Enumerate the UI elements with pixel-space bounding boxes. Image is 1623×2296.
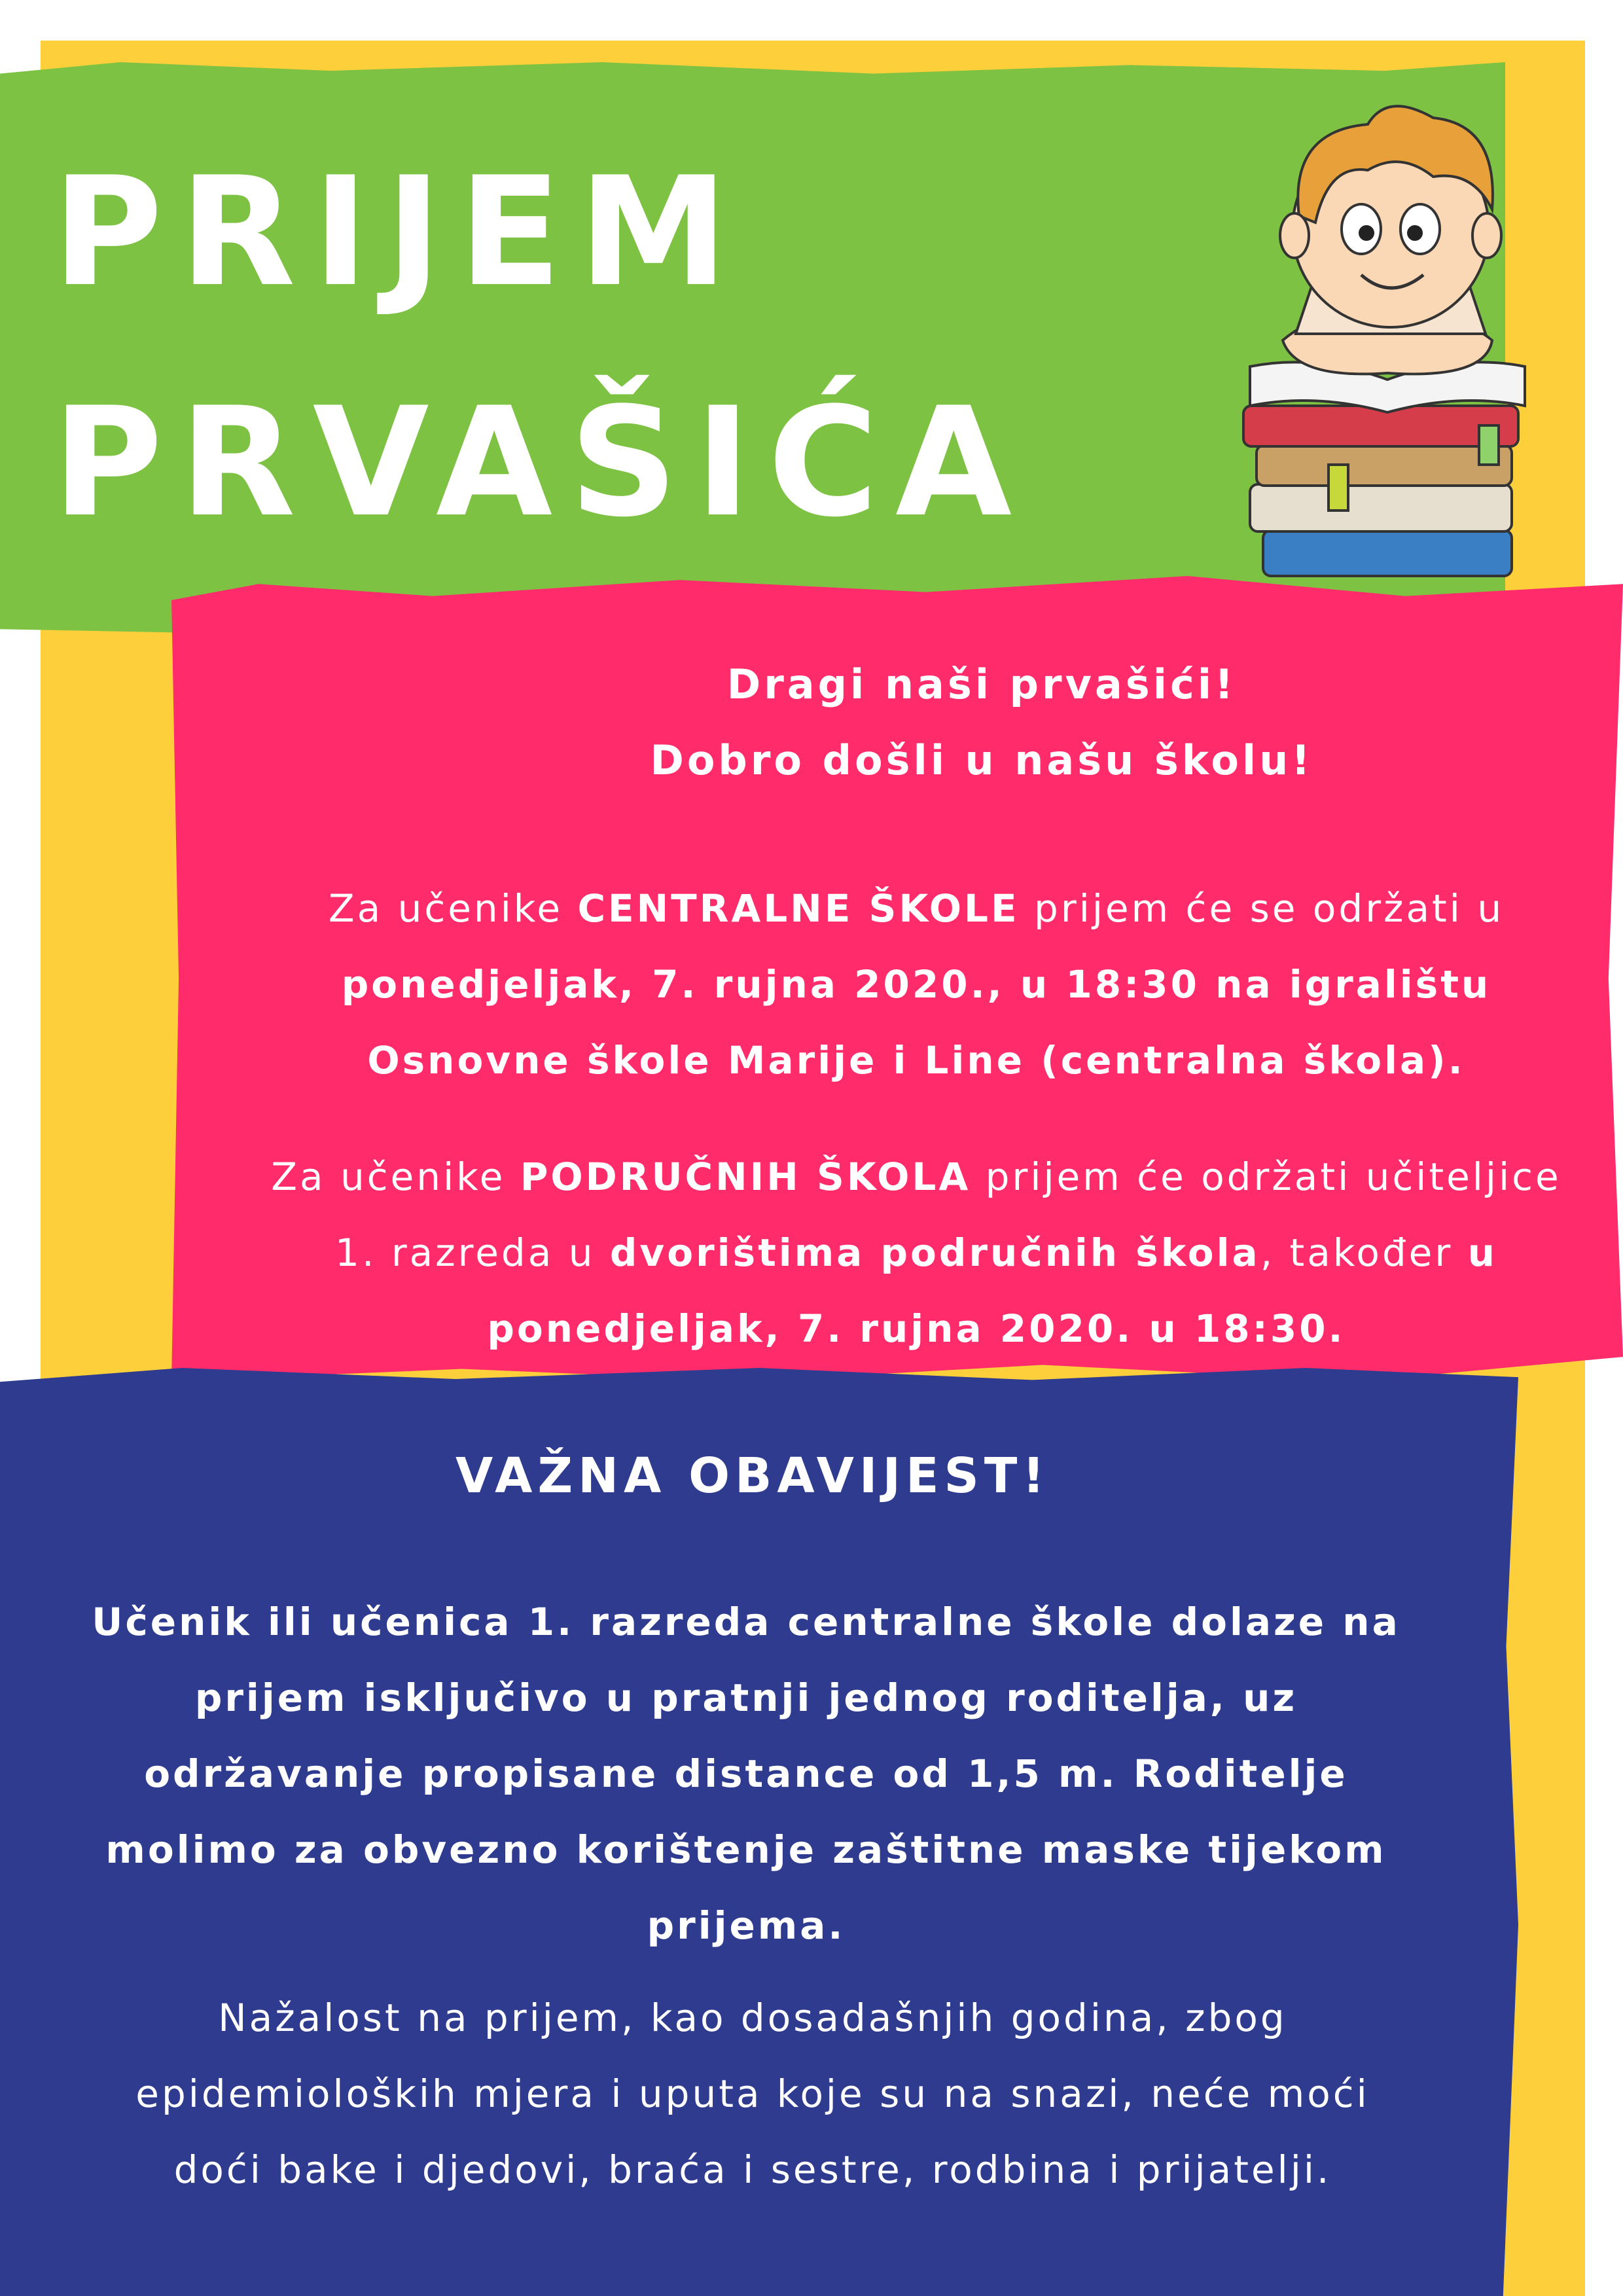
regional-location: dvorištima područnih škola <box>609 1230 1260 1275</box>
notice-extra: Nažalost na prijem, kao dosadašnjih godina, zbog epidemioloških mjera i uputa koje su na snazi, neće moći doći bake i djedovi, braća i sestre, rodbina i prijatelji. <box>135 1996 1370 2192</box>
regional-text-2: prijem će održati učiteljice 1. razreda u <box>335 1155 1561 1275</box>
regional-text-3: , također <box>1260 1230 1468 1275</box>
greeting <box>458 647 1505 798</box>
central-text-2: prijem će se održati u <box>1019 886 1505 931</box>
title-line-1: PRIJEM <box>52 145 745 320</box>
notice-body: Učenik ili učenica 1. razreda centralne škole dolaze na prijem isključivo u pratnji jednog roditelja, uz održavanje propisane distance od 1,5 m. Roditelje molimo za obvezno korištenje zaštitne maske tijekom prijema. <box>92 1600 1400 1948</box>
greeting-line-1: Dragi naši prvašići! <box>726 660 1237 708</box>
central-school-label: CENTRALNE ŠKOLE <box>577 886 1020 931</box>
central-date-location: ponedjeljak, 7. rujna 2020., u 18:30 na igralištu Osnovne škole Marije i Line (centralna škola). <box>341 962 1491 1083</box>
central-school-paragraph <box>262 870 1571 1098</box>
regional-school-label: PODRUČNIH ŠKOLA <box>520 1155 971 1199</box>
central-text-1: Za učenike <box>328 886 578 931</box>
regional-text-1: Za učenike <box>271 1155 520 1199</box>
notice-title: VAŽNA OBAVIJEST! <box>455 1448 1050 1504</box>
page-title <box>52 118 1029 579</box>
greeting-line-2: Dobro došli u našu školu! <box>650 736 1313 784</box>
boy-with-books-icon <box>1237 79 1551 602</box>
title-line-2: PRVAŠIĆA <box>52 376 1029 550</box>
regional-date: u ponedjeljak, 7. rujna 2020. u 18:30. <box>487 1230 1497 1351</box>
regional-schools-paragraph <box>262 1139 1571 1367</box>
